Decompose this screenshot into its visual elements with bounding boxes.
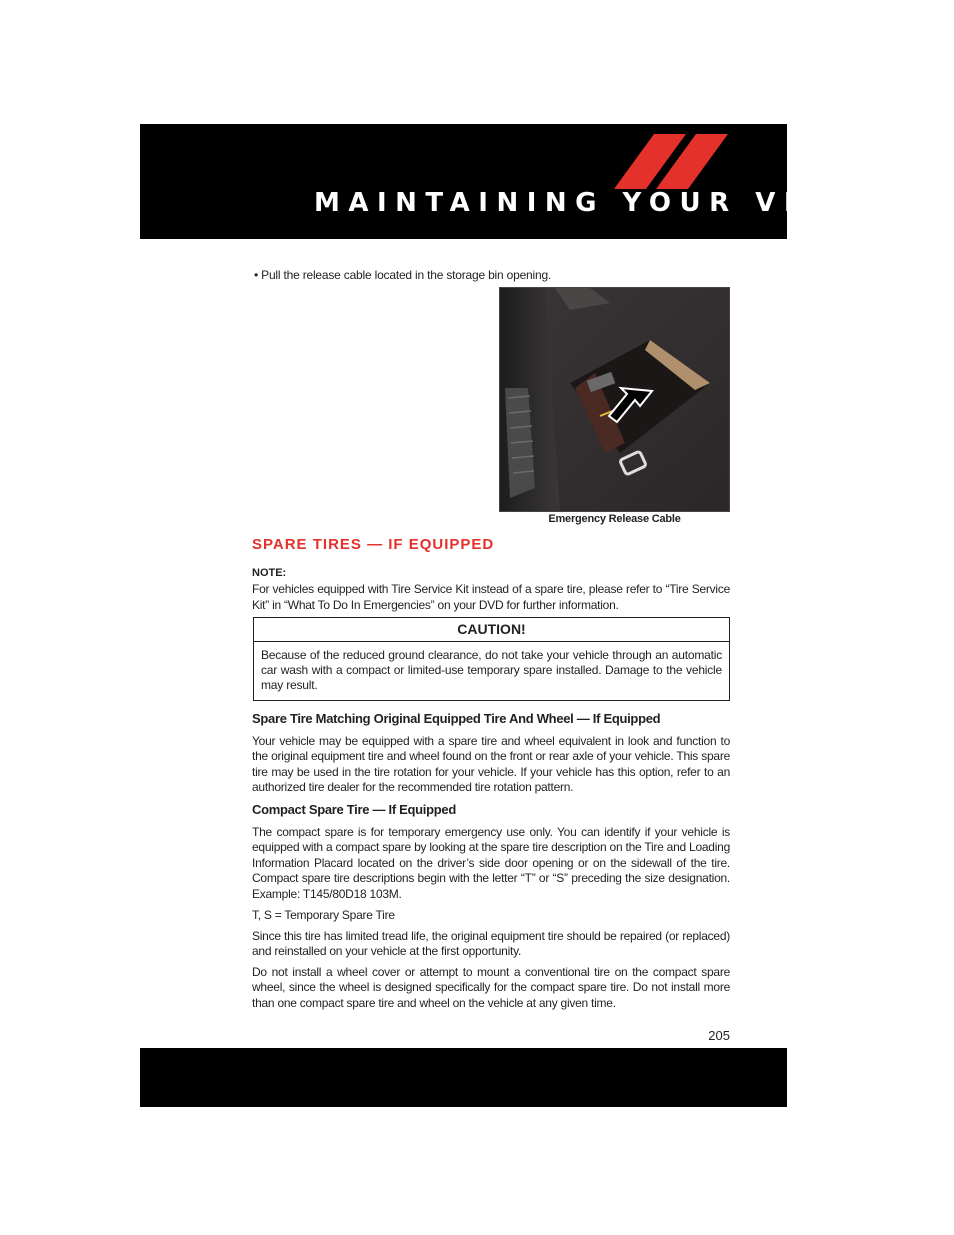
section-title: SPARE TIRES — IF EQUIPPED xyxy=(252,536,495,553)
paragraph-compact-spare-3: Since this tire has limited tread life, the original equipment tire should be repaired (or replaced) and reinstalled on your vehicle at the first opportunity. xyxy=(252,929,730,959)
caution-box xyxy=(253,617,730,701)
chapter-title: MAINTAINING YOUR VEHICLE xyxy=(314,188,938,218)
figure-caption: Emergency Release Cable xyxy=(548,513,681,525)
header-bar xyxy=(140,124,938,239)
paragraph-compact-spare-1: The compact spare is for temporary emergency use only. You can identify if your vehicle is equipped with a compact spare by looking at the spare tire description on the Tire and Loading Information Placard located on the driver’s side door opening or on the sidewall of the tire. Compact spare tire descriptions begin with the letter “T” or “S” preceding the size designation. Example: T145/80D18 103M. xyxy=(252,825,730,901)
note-label: NOTE: xyxy=(252,567,287,579)
subsection-heading-matching-spare: Spare Tire Matching Original Equipped Tire And Wheel — If Equipped xyxy=(252,711,661,726)
trunk-photo xyxy=(499,287,730,512)
paragraph-matching-spare: Your vehicle may be equipped with a spare tire and wheel equivalent in look and function to the original equipment tire and wheel found on the front or rear axle of your vehicle. This spare tire may be used in the tire rotation for your vehicle. If your vehicle has this option, refer to an authorized tire dealer for the recommended tire rotation pattern. xyxy=(252,734,730,795)
footer-bar xyxy=(140,1048,787,1107)
subsection-heading-compact-spare: Compact Spare Tire — If Equipped xyxy=(252,802,456,817)
bullet-item: • Pull the release cable located in the storage bin opening. xyxy=(254,268,552,282)
caution-title: CAUTION! xyxy=(254,618,729,642)
brand-stripes-icon xyxy=(610,129,760,189)
paragraph-compact-spare-4: Do not install a wheel cover or attempt to mount a conventional tire on the compact spare wheel, since the wheel is designed specifically for the compact spare tire. Do not install more than one compact spare tire and wheel on the vehicle at any given time. xyxy=(252,965,730,1010)
paragraph-compact-spare-2: T, S = Temporary Spare Tire xyxy=(252,908,395,922)
caution-text: Because of the reduced ground clearance, do not take your vehicle through an automatic car wash with a compact or limited-use temporary spare installed. Damage to the vehicle may result. xyxy=(261,648,722,692)
note-text: For vehicles equipped with Tire Service Kit instead of a spare tire, please refer to “Tire Service Kit” in “What To Do In Emergencies” on your DVD for further information. xyxy=(252,582,730,612)
page-number: 205 xyxy=(708,1028,730,1043)
